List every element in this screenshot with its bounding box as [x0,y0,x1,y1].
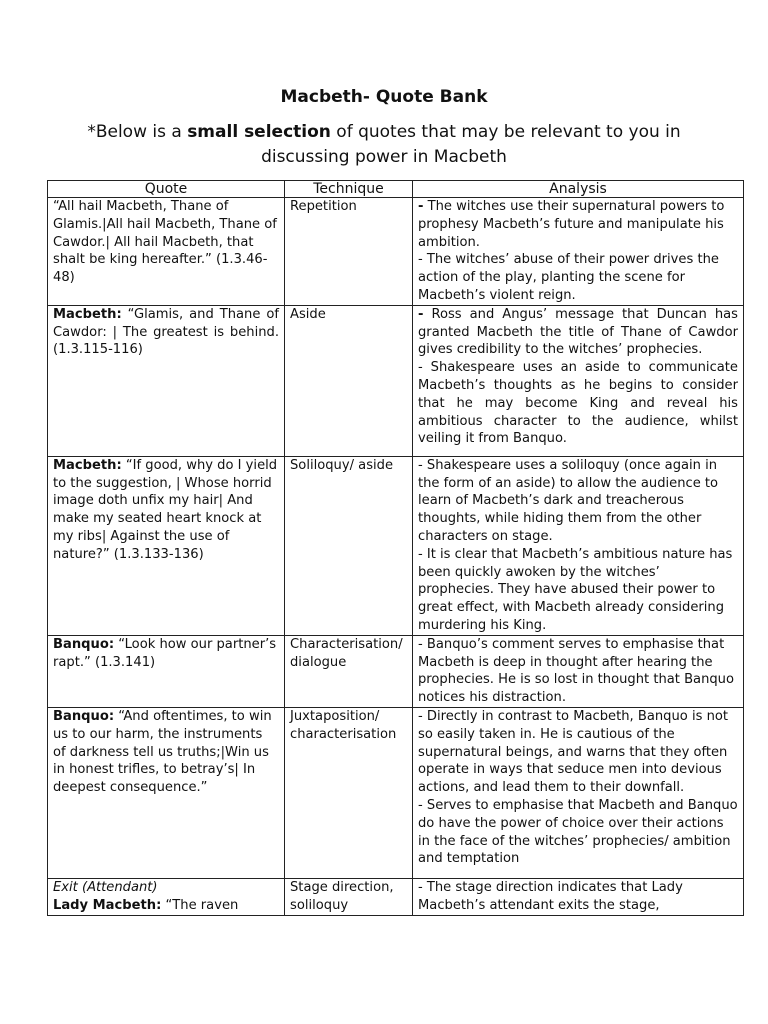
speaker-name: Lady Macbeth: [53,897,162,913]
analysis-text: The witches use their supernatural powers to prophesy Macbeth’s future and manipulate his ambition. [418,199,725,250]
table-row [48,198,744,306]
quote-text: “And oftentimes, to win us to our harm, the instruments of darkness tell us truths;|Win us in honest trifles, to betray’s| In deepest consequence.” [53,708,272,796]
intro-text-end: of quotes that may be relevant to you in discussing power in Macbeth [261,122,681,167]
intro-text-emphasis: small selection [187,122,331,142]
analysis-cell [413,707,744,878]
quote-text: “If good, why do I yield to the suggestion, | Whose horrid image doth unfix my hair| And make my seated heart knock at my ribs| Against the use of nature?” (1.3.133-136) [53,457,278,562]
technique-cell [285,305,413,456]
table-row [48,456,744,635]
quote-cell [48,198,285,306]
analysis-cell [413,635,744,707]
quote-cell [48,878,285,915]
table-header-row [48,181,744,198]
analysis-point [418,198,738,251]
quote-cell [48,635,285,707]
intro-text-start: *Below is a [87,122,188,142]
table-row [48,305,744,456]
speaker-name: Banquo: [53,708,115,724]
analysis-cell [413,878,744,915]
table-row [48,878,744,915]
quote-cell [48,305,285,456]
intro-text [60,120,708,170]
analysis-bullet: - [418,199,424,214]
quote-table [47,180,744,916]
header-analysis: Analysis [413,181,744,198]
quote-cell [48,456,285,635]
technique-text: Juxtaposition/ characterisation [290,708,397,742]
analysis-point [418,306,738,359]
analysis-point: - Shakespeare uses an aside to communicate Macbeth’s thoughts as he begins to consider that he may become King and reveal his ambitious character to the audience, whilst veiling it from Banquo. [418,360,738,447]
speaker-name: Macbeth: [53,306,122,322]
technique-text: Stage direction, soliloquy [290,879,394,913]
analysis-point: - It is clear that Macbeth’s ambitious nature has been quickly awoken by the witches’ prophecies. They have abused their power to great effect, with Macbeth already considering murdering his King. [418,546,733,633]
analysis-point: - The stage direction indicates that Lady Macbeth’s attendant exits the stage, [418,879,683,913]
technique-cell [285,707,413,878]
quote-text: “All hail Macbeth, Thane of Glamis.|All hail Macbeth, Thane of Cawdor.| All hail Macbeth, that shalt be king hereafter.” (1.3.46-48) [53,199,277,286]
analysis-point: - Directly in contrast to Macbeth, Banquo is not so easily taken in. He is cautious of the supernatural beings, and warns that they often operate in ways that seduce men into devious actions, and lead them to their downfall. [418,708,729,796]
speaker-name: Macbeth: [53,457,122,473]
table-row [48,635,744,707]
analysis-point: - Banquo’s comment serves to emphasise that Macbeth is deep in thought after hearing the prophecies. He is so lost in thought that Banquo notices his distraction. [418,636,734,706]
technique-cell [285,878,413,915]
technique-text: Characterisation/ dialogue [290,636,403,670]
technique-cell [285,635,413,707]
technique-cell [285,456,413,635]
table-row [48,707,744,878]
analysis-point: - The witches’ abuse of their power drives the action of the play, planting the scene for Macbeth’s violent reign. [418,252,719,303]
analysis-point: - Shakespeare uses a soliloquy (once again in the form of an aside) to allow the audience to learn of Macbeth’s dark and treacherous thoughts, while hiding them from the other characters on stage. [418,457,719,544]
speaker-name: Banquo: [53,636,115,652]
header-technique: Technique [285,181,413,198]
document-title: Macbeth- Quote Bank [280,87,488,107]
analysis-cell [413,305,744,456]
quote-text: “Look how our partner’s rapt.” (1.3.141) [53,636,277,670]
technique-text: Aside [290,306,326,322]
quote-text: “The raven [161,897,239,913]
analysis-point: - Serves to emphasise that Macbeth and Banquo do have the power of choice over their actions in the face of the witches’ prophecies/ ambition and temptation [418,797,738,867]
analysis-bullet: - [418,306,424,322]
technique-text: Soliloquy/ aside [290,457,394,473]
header-quote: Quote [48,181,285,198]
technique-cell [285,198,413,306]
quote-text: “Glamis, and Thane of Cawdor: | The greatest is behind. (1.3.115-116) [53,306,279,358]
technique-text: Repetition [290,199,357,214]
analysis-cell [413,456,744,635]
analysis-cell [413,198,744,306]
analysis-text: Ross and Angus’ message that Duncan has granted Macbeth the title of Thane of Cawdor gives credibility to the witches’ prophecies. [418,306,738,358]
quote-cell [48,707,285,878]
stage-direction: Exit (Attendant) [53,879,158,895]
